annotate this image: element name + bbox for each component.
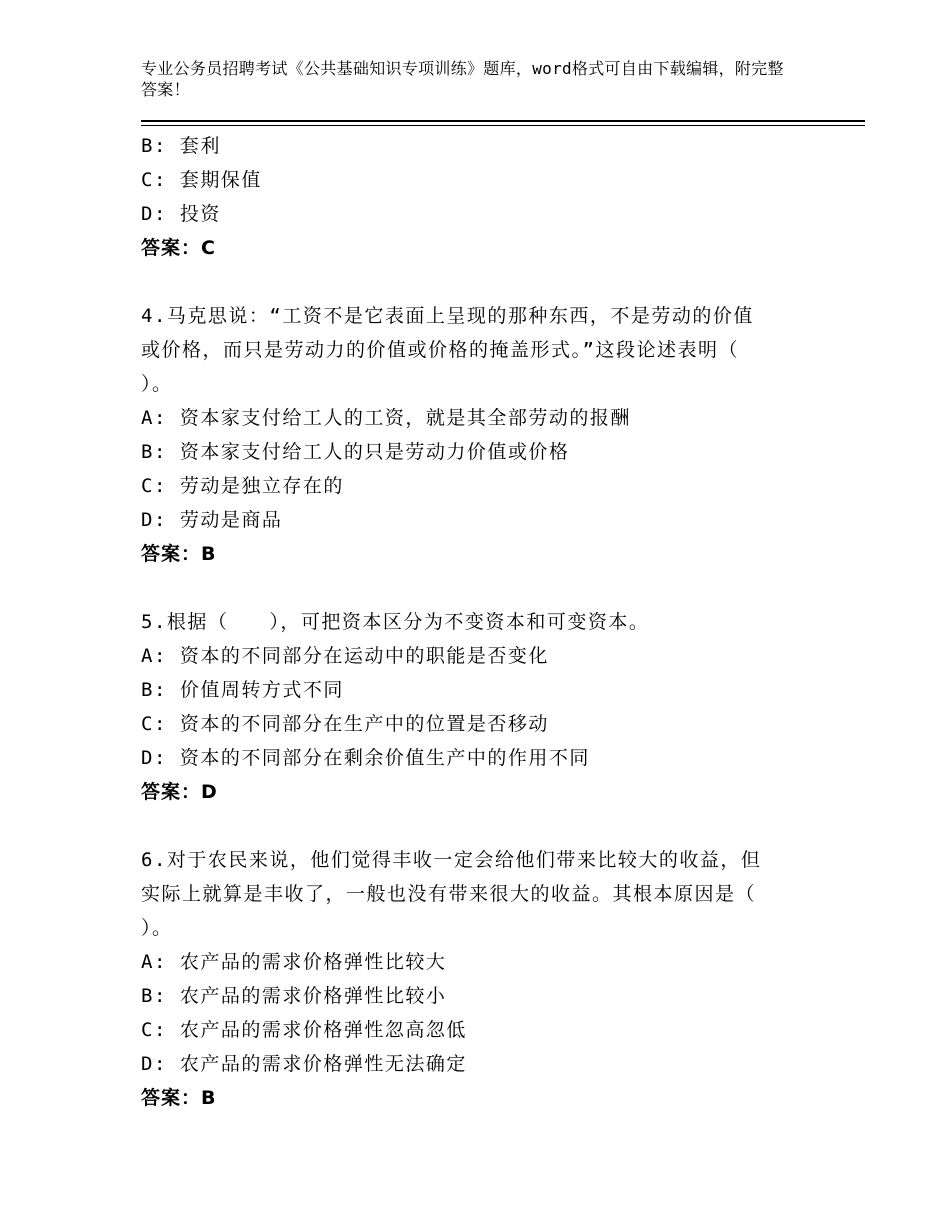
question-stem-line: 4.马克思说：“工资不是它表面上呈现的那种东西，不是劳动的价值 [141, 305, 754, 327]
spacer [141, 809, 801, 843]
question-6 [141, 843, 801, 1115]
option-d: D: 投资 [141, 203, 221, 225]
option-b: B: 资本家支付给工人的只是劳动力价值或价格 [141, 441, 570, 463]
header-rule-thin [141, 125, 865, 126]
spacer [141, 265, 801, 299]
option-c: C: 农产品的需求价格弹性忽高忽低 [141, 1019, 467, 1041]
option-c: C: 资本的不同部分在生产中的位置是否移动 [141, 713, 549, 735]
question-3-continuation [141, 129, 801, 265]
spacer [141, 571, 801, 605]
option-b: B: 农产品的需求价格弹性比较小 [141, 985, 447, 1007]
question-stem-line: 或价格，而只是劳动力的价值或价格的掩盖形式。”这段论述表明（ [141, 339, 739, 361]
question-4 [141, 299, 801, 571]
question-stem-line: ）。 [141, 917, 173, 939]
question-5 [141, 605, 801, 809]
question-content [141, 129, 801, 1115]
answer-line: 答案：B [141, 1087, 217, 1109]
option-d: D: 农产品的需求价格弹性无法确定 [141, 1053, 467, 1075]
answer-line: 答案：D [141, 781, 218, 803]
option-c: C: 劳动是独立存在的 [141, 475, 344, 497]
question-stem-line: 6.对于农民来说，他们觉得丰收一定会给他们带来比较大的收益，但 [141, 849, 762, 871]
option-a: A: 农产品的需求价格弹性比较大 [141, 951, 447, 973]
header-rule-thick [141, 120, 865, 122]
option-a: A: 资本的不同部分在运动中的职能是否变化 [141, 645, 549, 667]
question-stem-line: 实际上就算是丰收了，一般也没有带来很大的收益。其根本原因是（ [141, 883, 757, 905]
option-a: A: 资本家支付给工人的工资，就是其全部劳动的报酬 [141, 407, 631, 429]
page-header: 专业公务员招聘考试《公共基础知识专项训练》题库，word格式可自由下载编辑，附完整答案！ [141, 59, 784, 99]
option-b: B: 价值周转方式不同 [141, 679, 344, 701]
option-b: B: 套利 [141, 135, 221, 157]
option-c: C: 套期保值 [141, 169, 262, 191]
question-stem-line: ）。 [141, 373, 173, 395]
answer-line: 答案：C [141, 237, 216, 259]
question-stem-line: 5.根据（ ），可把资本区分为不变资本和可变资本。 [141, 611, 650, 633]
option-d: D: 资本的不同部分在剩余价值生产中的作用不同 [141, 747, 590, 769]
answer-line: 答案：B [141, 543, 217, 565]
option-d: D: 劳动是商品 [141, 509, 283, 531]
